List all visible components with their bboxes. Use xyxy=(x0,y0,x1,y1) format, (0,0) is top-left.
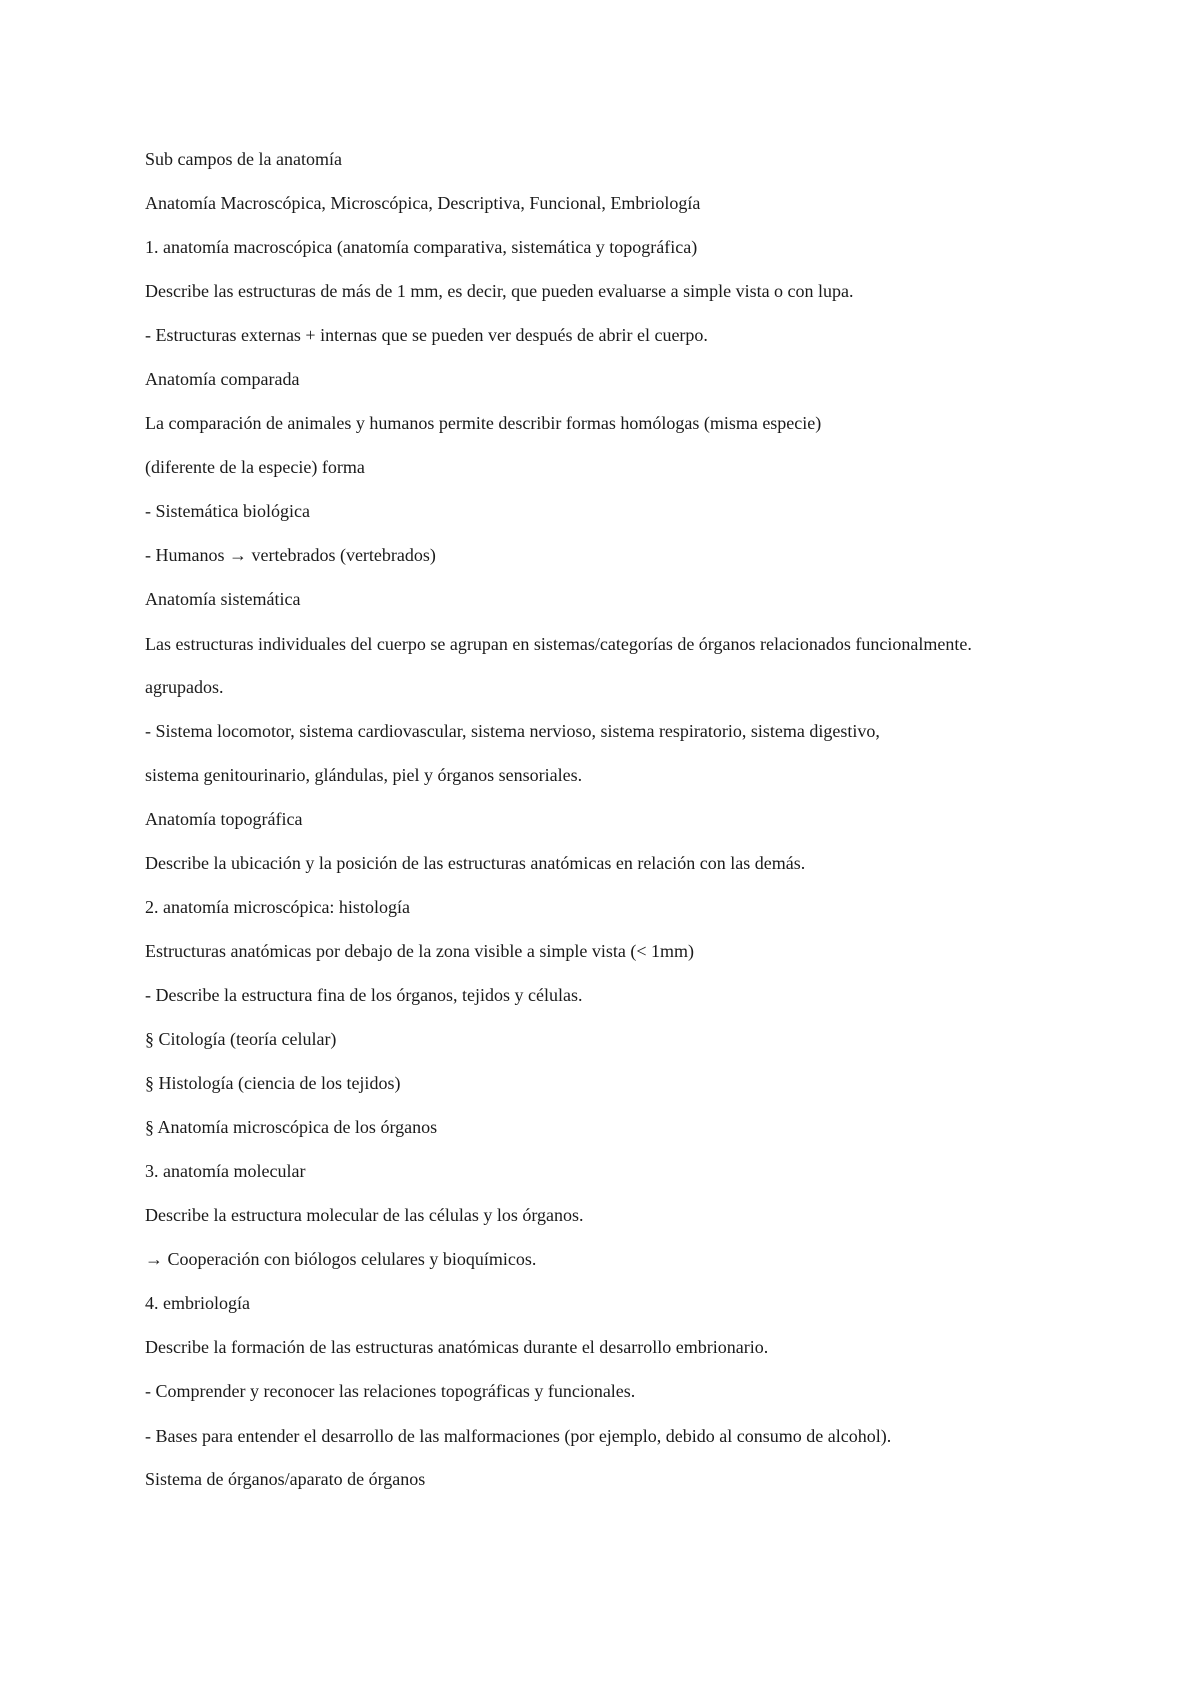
paragraph: Describe la formación de las estructuras anatómicas durante el desarrollo embrionario. xyxy=(145,1337,769,1357)
paragraph: (diferente de la especie) forma xyxy=(145,457,365,477)
subsection-heading: Sistema de órganos/aparato de órganos xyxy=(145,1469,426,1489)
subsection-heading: Anatomía sistemática xyxy=(145,589,301,609)
subsection-heading: Anatomía topográfica xyxy=(145,809,303,829)
section-heading: 1. anatomía macroscópica (anatomía comparativa, sistemática y topográfica) xyxy=(145,237,698,257)
paragraph: Estructuras anatómicas por debajo de la zona visible a simple vista (< 1mm) xyxy=(145,941,694,961)
document-body xyxy=(145,147,1075,1511)
section-heading: 3. anatomía molecular xyxy=(145,1161,306,1181)
paragraph: Las estructuras individuales del cuerpo se agrupan en sistemas/categorías de órganos relacionados funcionalmente. xyxy=(145,634,972,654)
list-item: - Sistema locomotor, sistema cardiovascular, sistema nervioso, sistema respiratorio, sistema digestivo, xyxy=(145,721,880,741)
subsection-heading: Anatomía comparada xyxy=(145,369,300,389)
list-item: § Citología (teoría celular) xyxy=(145,1029,337,1049)
paragraph: sistema genitourinario, glándulas, piel y órganos sensoriales. xyxy=(145,765,583,785)
list-item: § Histología (ciencia de los tejidos) xyxy=(145,1073,401,1093)
list-item: - Sistemática biológica xyxy=(145,501,310,521)
section-heading: 2. anatomía microscópica: histología xyxy=(145,897,410,917)
list-item: - Describe la estructura fina de los órganos, tejidos y células. xyxy=(145,985,583,1005)
list-item: - Humanos → vertebrados (vertebrados) xyxy=(145,545,436,565)
paragraph: La comparación de animales y humanos permite describir formas homólogas (misma especie) xyxy=(145,413,822,433)
paragraph: Anatomía Macroscópica, Microscópica, Descriptiva, Funcional, Embriología xyxy=(145,193,701,213)
paragraph: agrupados. xyxy=(145,677,224,697)
section-heading: 4. embriología xyxy=(145,1293,250,1313)
document-title: Sub campos de la anatomía xyxy=(145,149,342,169)
paragraph: Describe la ubicación y la posición de las estructuras anatómicas en relación con las demás. xyxy=(145,853,806,873)
list-item: § Anatomía microscópica de los órganos xyxy=(145,1117,438,1137)
paragraph: Describe la estructura molecular de las células y los órganos. xyxy=(145,1205,584,1225)
list-item: → Cooperación con biólogos celulares y bioquímicos. xyxy=(145,1249,537,1269)
list-item: - Estructuras externas + internas que se pueden ver después de abrir el cuerpo. xyxy=(145,325,708,345)
list-item: - Comprender y reconocer las relaciones topográficas y funcionales. xyxy=(145,1381,636,1401)
paragraph: Describe las estructuras de más de 1 mm, es decir, que pueden evaluarse a simple vista o con lupa. xyxy=(145,281,854,301)
list-item: - Bases para entender el desarrollo de las malformaciones (por ejemplo, debido al consumo de alcohol). xyxy=(145,1426,892,1446)
